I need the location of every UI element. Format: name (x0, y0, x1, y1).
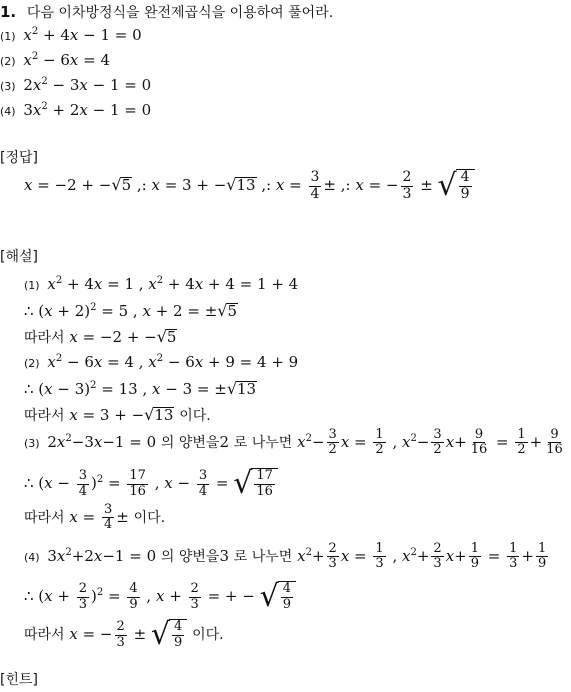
solution-1-line-1: (1) $x^2 + 4x = 1$ , $x^2 + 4x + 4 = 1 + 4$ (24, 275, 299, 293)
hint-heading: [힌트] (0, 672, 38, 688)
item-label: (2) (0, 55, 16, 68)
problem-instruction: 다음 이차방정식을 완전제곱식을 이용하여 풀어라. (26, 5, 334, 21)
item-label: (4) (0, 105, 16, 118)
problem-number: 1. (0, 3, 17, 21)
answer-line: x = −2 + −√5 ,: x = 3 + −√13 ,: x = $\frac{3}{4}$ ± ,: x = − $\frac{2}{3}$ ± √ $\frac{4}{9}$ (24, 168, 475, 204)
solution-1-line-3: 따라서 x = −2 + −√5 (24, 327, 177, 346)
solution-4-line-2: ∴ (x + $\frac{2}{3}$ )$^2$ = $\frac{4}{9}$ , x + $\frac{2}{3}$ = + − √ $\frac{4}{9}$ (24, 579, 296, 615)
solution-3-line-2: ∴ (x − $\frac{3}{4}$ )$^2$ = $\frac{17}{16}$ , x − $\frac{3}{4}$ = √ $\frac{17}{16}$ (24, 466, 278, 502)
solution-2-line-3: 따라서 x = 3 + −√13 이다. (24, 405, 211, 424)
solution-3-line-3: 따라서 x = $\frac{3}{4}$ ± 이다. (24, 502, 166, 533)
item-label: (1) (0, 30, 16, 43)
problem-item-4: (4) $3x^2 + 2x - 1 = 0$ (0, 101, 152, 119)
solution-2-line-2: ∴ $(x - 3)^2 = 13$ , x − 3 = ±√13 (24, 379, 257, 398)
answer-heading: [정답] (0, 150, 38, 166)
problem-item-2: (2) $x^2 - 6x = 4$ (0, 51, 110, 69)
solution-2-line-1: (2) $x^2 - 6x = 4$ , $x^2 - 6x + 9 = 4 + 9$ (24, 353, 299, 371)
solution-4-line-3: 따라서 x = − $\frac{2}{3}$ ± √ $\frac{4}{9}$ 이다. (24, 617, 224, 652)
solution-3-line-1: (3) $2x^2-3x-1 = 0$ 의 양변을2 로 나누면 $x^2-$ $\frac{3}{2}$ x = $\frac{1}{2}$ , $x^2-$ $\frac{3}{2}$ x+ $\frac{9}{16}$ = $\frac{1}{2}$ + $\frac{9}{16}$ (24, 427, 563, 458)
solution-heading: [해설] (0, 249, 38, 265)
solution-4-line-1: (4) $3x^2+2x-1 = 0$ 의 양변을3 로 나누면 $x^2+$ $\frac{2}{3}$ x = $\frac{1}{3}$ , $x^2+$ $\frac{2}{3}$ x+ $\frac{1}{9}$ = $\frac{1}{3}$ + $\frac{1}{9}$ (24, 541, 547, 572)
solution-1-line-2: ∴ $(x + 2)^2 = 5$ , x + 2 = ±√5 (24, 301, 238, 320)
item-label: (3) (0, 80, 16, 93)
problem-item-3: (3) $2x^2 - 3x - 1 = 0$ (0, 76, 152, 94)
problem-item-1: (1) $x^2 + 4x - 1 = 0$ (0, 26, 142, 44)
problem-header (0, 3, 333, 22)
